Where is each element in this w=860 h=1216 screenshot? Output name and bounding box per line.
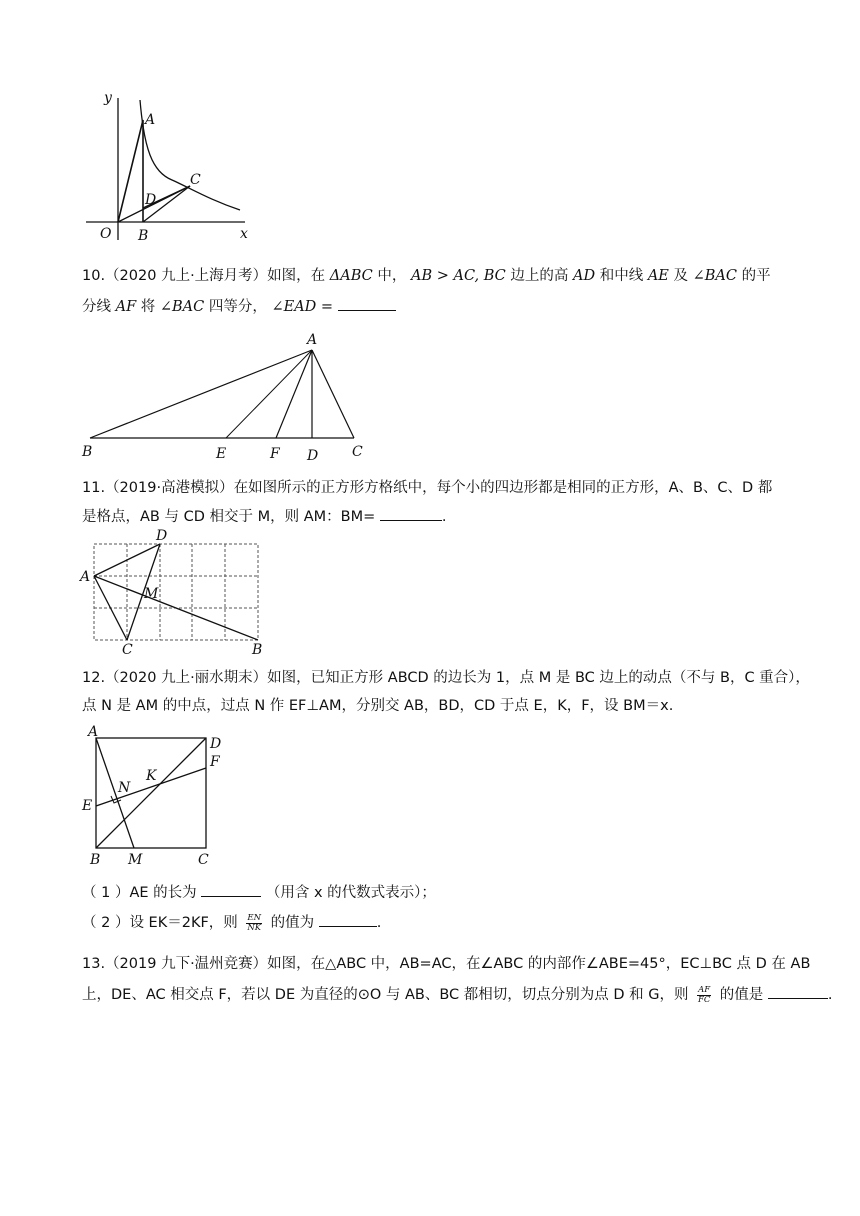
label-e: E <box>216 446 227 462</box>
figure-q9 <box>80 88 260 248</box>
label-f: F <box>270 446 280 462</box>
label-c: C <box>198 852 209 868</box>
label-b: B <box>138 228 149 244</box>
label-c: C <box>122 642 133 658</box>
grid <box>94 544 258 640</box>
q13-line2: 上，DE、AC 相交点 F，若以 DE 为直径的⊙O 与 AB、BC 都相切，切点分别为点 D 和 G，则 $\frac{AF}{FC}$ 的值是 . <box>82 984 833 1005</box>
label-d: D <box>145 192 157 208</box>
answer-blank-q10[interactable] <box>338 296 396 311</box>
label-b: B <box>82 444 93 460</box>
segment-ac <box>94 576 127 640</box>
fraction-en-nk: $\frac{EN}{NK}$ <box>247 912 262 933</box>
label-k: K <box>146 768 157 784</box>
label-c: C <box>352 444 363 460</box>
label-e: E <box>82 798 93 814</box>
label-d: D <box>156 528 168 544</box>
label-d: D <box>307 448 319 464</box>
figure-q11 <box>78 526 268 658</box>
q10-line1: 10.（2020 九上·上海月考）如图，在 ΔABC 中， AB > AC, BC 边上的高 AD 和中线 AE 及 ∠BAC 的平 <box>82 268 771 284</box>
q12-sub1: （ 1 ）AE 的长为 （用含 x 的代数式表示）； <box>82 882 436 903</box>
label-b: B <box>90 852 101 868</box>
q10-line2: 分线 AF 将 ∠BAC 四等分， ∠EAD = <box>82 296 396 317</box>
q13-line1: 13.（2019 九下·温州竞赛）如图，在△ABC 中，AB=AC，在∠ABC 的内部作∠ABE=45°，EC⊥BC 点 D 在 AB <box>82 956 811 972</box>
label-a: A <box>307 332 318 348</box>
label-m: M <box>144 586 159 602</box>
label-x: x <box>240 226 248 242</box>
q12-line1: 12.（2020 九上·丽水期末）如图，已知正方形 ABCD 的边长为 1，点 M 是 BC 边上的动点（不与 B，C 重合）， <box>82 670 810 686</box>
segment-ae <box>226 350 312 438</box>
segment-ac <box>312 350 354 438</box>
answer-blank-q12-1[interactable] <box>201 882 261 897</box>
segment-ab <box>90 350 312 438</box>
label-c: C <box>190 172 201 188</box>
q11-line2: 是格点，AB 与 CD 相交于 M，则 AM：BM= . <box>82 506 446 527</box>
answer-blank-q11[interactable] <box>380 506 442 521</box>
figure-q12 <box>78 724 238 866</box>
label-n: N <box>118 780 131 796</box>
answer-blank-q13[interactable] <box>768 984 828 999</box>
answer-blank-q12-2[interactable] <box>319 912 377 927</box>
segment-bd <box>96 738 206 848</box>
label-y: y <box>104 90 112 106</box>
segment-ab <box>94 576 258 640</box>
q11-line1: 11.（2019·高港模拟）在如图所示的正方形方格纸中，每个小的四边形都是相同的正方形，A、B、C、D 都 <box>82 480 773 496</box>
label-b: B <box>252 642 263 658</box>
triangle-oab <box>118 120 143 222</box>
label-m: M <box>128 852 143 868</box>
label-a: A <box>80 569 91 585</box>
label-f: F <box>210 754 220 770</box>
q12-line2: 点 N 是 AM 的中点，过点 N 作 EF⊥AM，分别交 AB，BD，CD 于点 E，K，F，设 BM＝x. <box>82 698 674 714</box>
fraction-af-fc: $\frac{AF}{FC}$ <box>697 984 711 1005</box>
label-a: A <box>88 724 99 740</box>
q12-sub2: （ 2 ）设 EK＝2KF，则 $\frac{EN}{NK}$ 的值为 . <box>82 912 382 933</box>
label-d: D <box>210 736 222 752</box>
figure-q10 <box>78 328 378 463</box>
label-o: O <box>100 226 112 242</box>
label-a: A <box>145 112 156 128</box>
segment-af <box>276 350 312 438</box>
